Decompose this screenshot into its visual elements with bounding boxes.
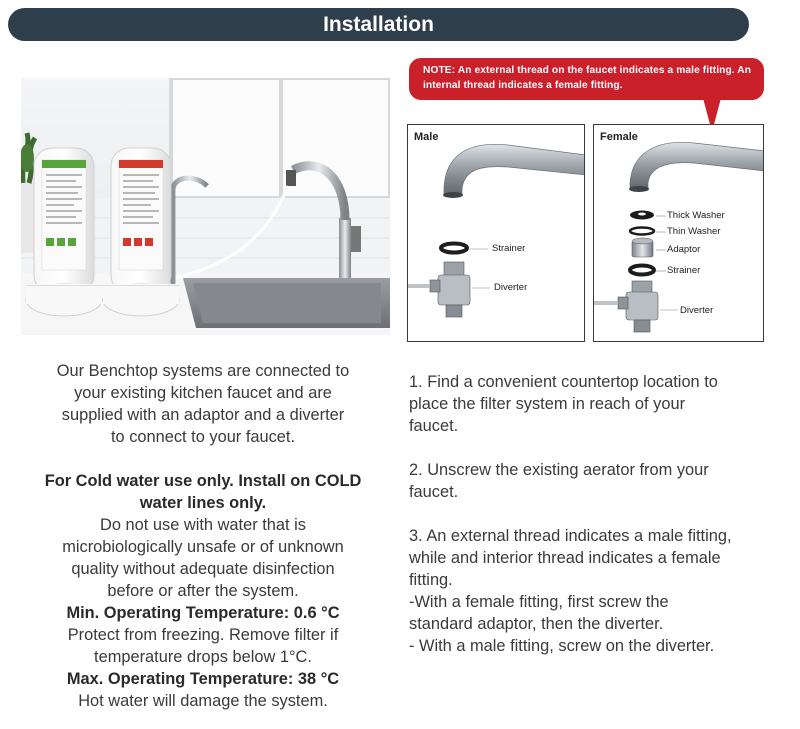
female-thin-washer-label: Thin Washer xyxy=(667,226,721,237)
cold-water-warning: water lines only. xyxy=(139,494,267,512)
product-info xyxy=(18,360,388,712)
female-thick-washer-label: Thick Washer xyxy=(667,210,725,221)
step-3: 3. An external thread indicates a male fitting, while and interior thread indicates a female fitting. -With a female fitting, first screw the standard adaptor, then the diverter. - With a male fitting, screw on the diverter. xyxy=(409,527,732,655)
intro-line: your existing kitchen faucet and are xyxy=(74,384,332,402)
cold-water-warning: For Cold water use only. Install on COLD xyxy=(44,472,362,490)
female-adaptor-label: Adaptor xyxy=(667,244,701,255)
intro-line: to connect to your faucet. xyxy=(110,428,296,446)
step-2: 2. Unscrew the existing aerator from your faucet. xyxy=(409,461,709,501)
male-fitting-diagram xyxy=(407,124,585,342)
intro-line: supplied with an adaptor and a diverter xyxy=(61,406,345,424)
female-fitting-diagram xyxy=(593,124,764,342)
male-diverter-label: Diverter xyxy=(494,282,528,293)
safety-line: before or after the system. xyxy=(107,582,299,600)
female-panel-title: Female xyxy=(600,131,638,143)
min-temp-text: temperature drops below 1°C. xyxy=(94,648,312,666)
intro-line: Our Benchtop systems are connected to xyxy=(56,362,350,380)
note-text: NOTE: An external thread on the faucet indicates a male fitting. An internal thread indicates a female fitting. xyxy=(423,65,752,91)
female-diverter-label: Diverter xyxy=(680,305,714,316)
safety-line: quality without adequate disinfection xyxy=(71,560,335,578)
male-strainer-label: Strainer xyxy=(492,243,526,254)
note-callout xyxy=(409,58,764,100)
max-temp-heading: Max. Operating Temperature: 38 °C xyxy=(66,670,340,688)
section-header xyxy=(8,8,749,41)
max-temp-text: Hot water will damage the system. xyxy=(78,692,328,710)
installation-steps xyxy=(409,371,793,657)
safety-line: microbiologically unsafe or of unknown xyxy=(62,538,344,556)
min-temp-text: Protect from freezing. Remove filter if xyxy=(67,626,339,644)
male-panel-title: Male xyxy=(414,131,439,143)
product-photo xyxy=(21,78,390,335)
section-title: Installation xyxy=(323,12,434,36)
safety-line: Do not use with water that is xyxy=(100,516,306,534)
min-temp-heading: Min. Operating Temperature: 0.6 °C xyxy=(66,604,340,622)
female-strainer-label: Strainer xyxy=(667,265,701,276)
step-1: 1. Find a convenient countertop location to place the filter system in reach of your faucet. xyxy=(409,373,718,435)
